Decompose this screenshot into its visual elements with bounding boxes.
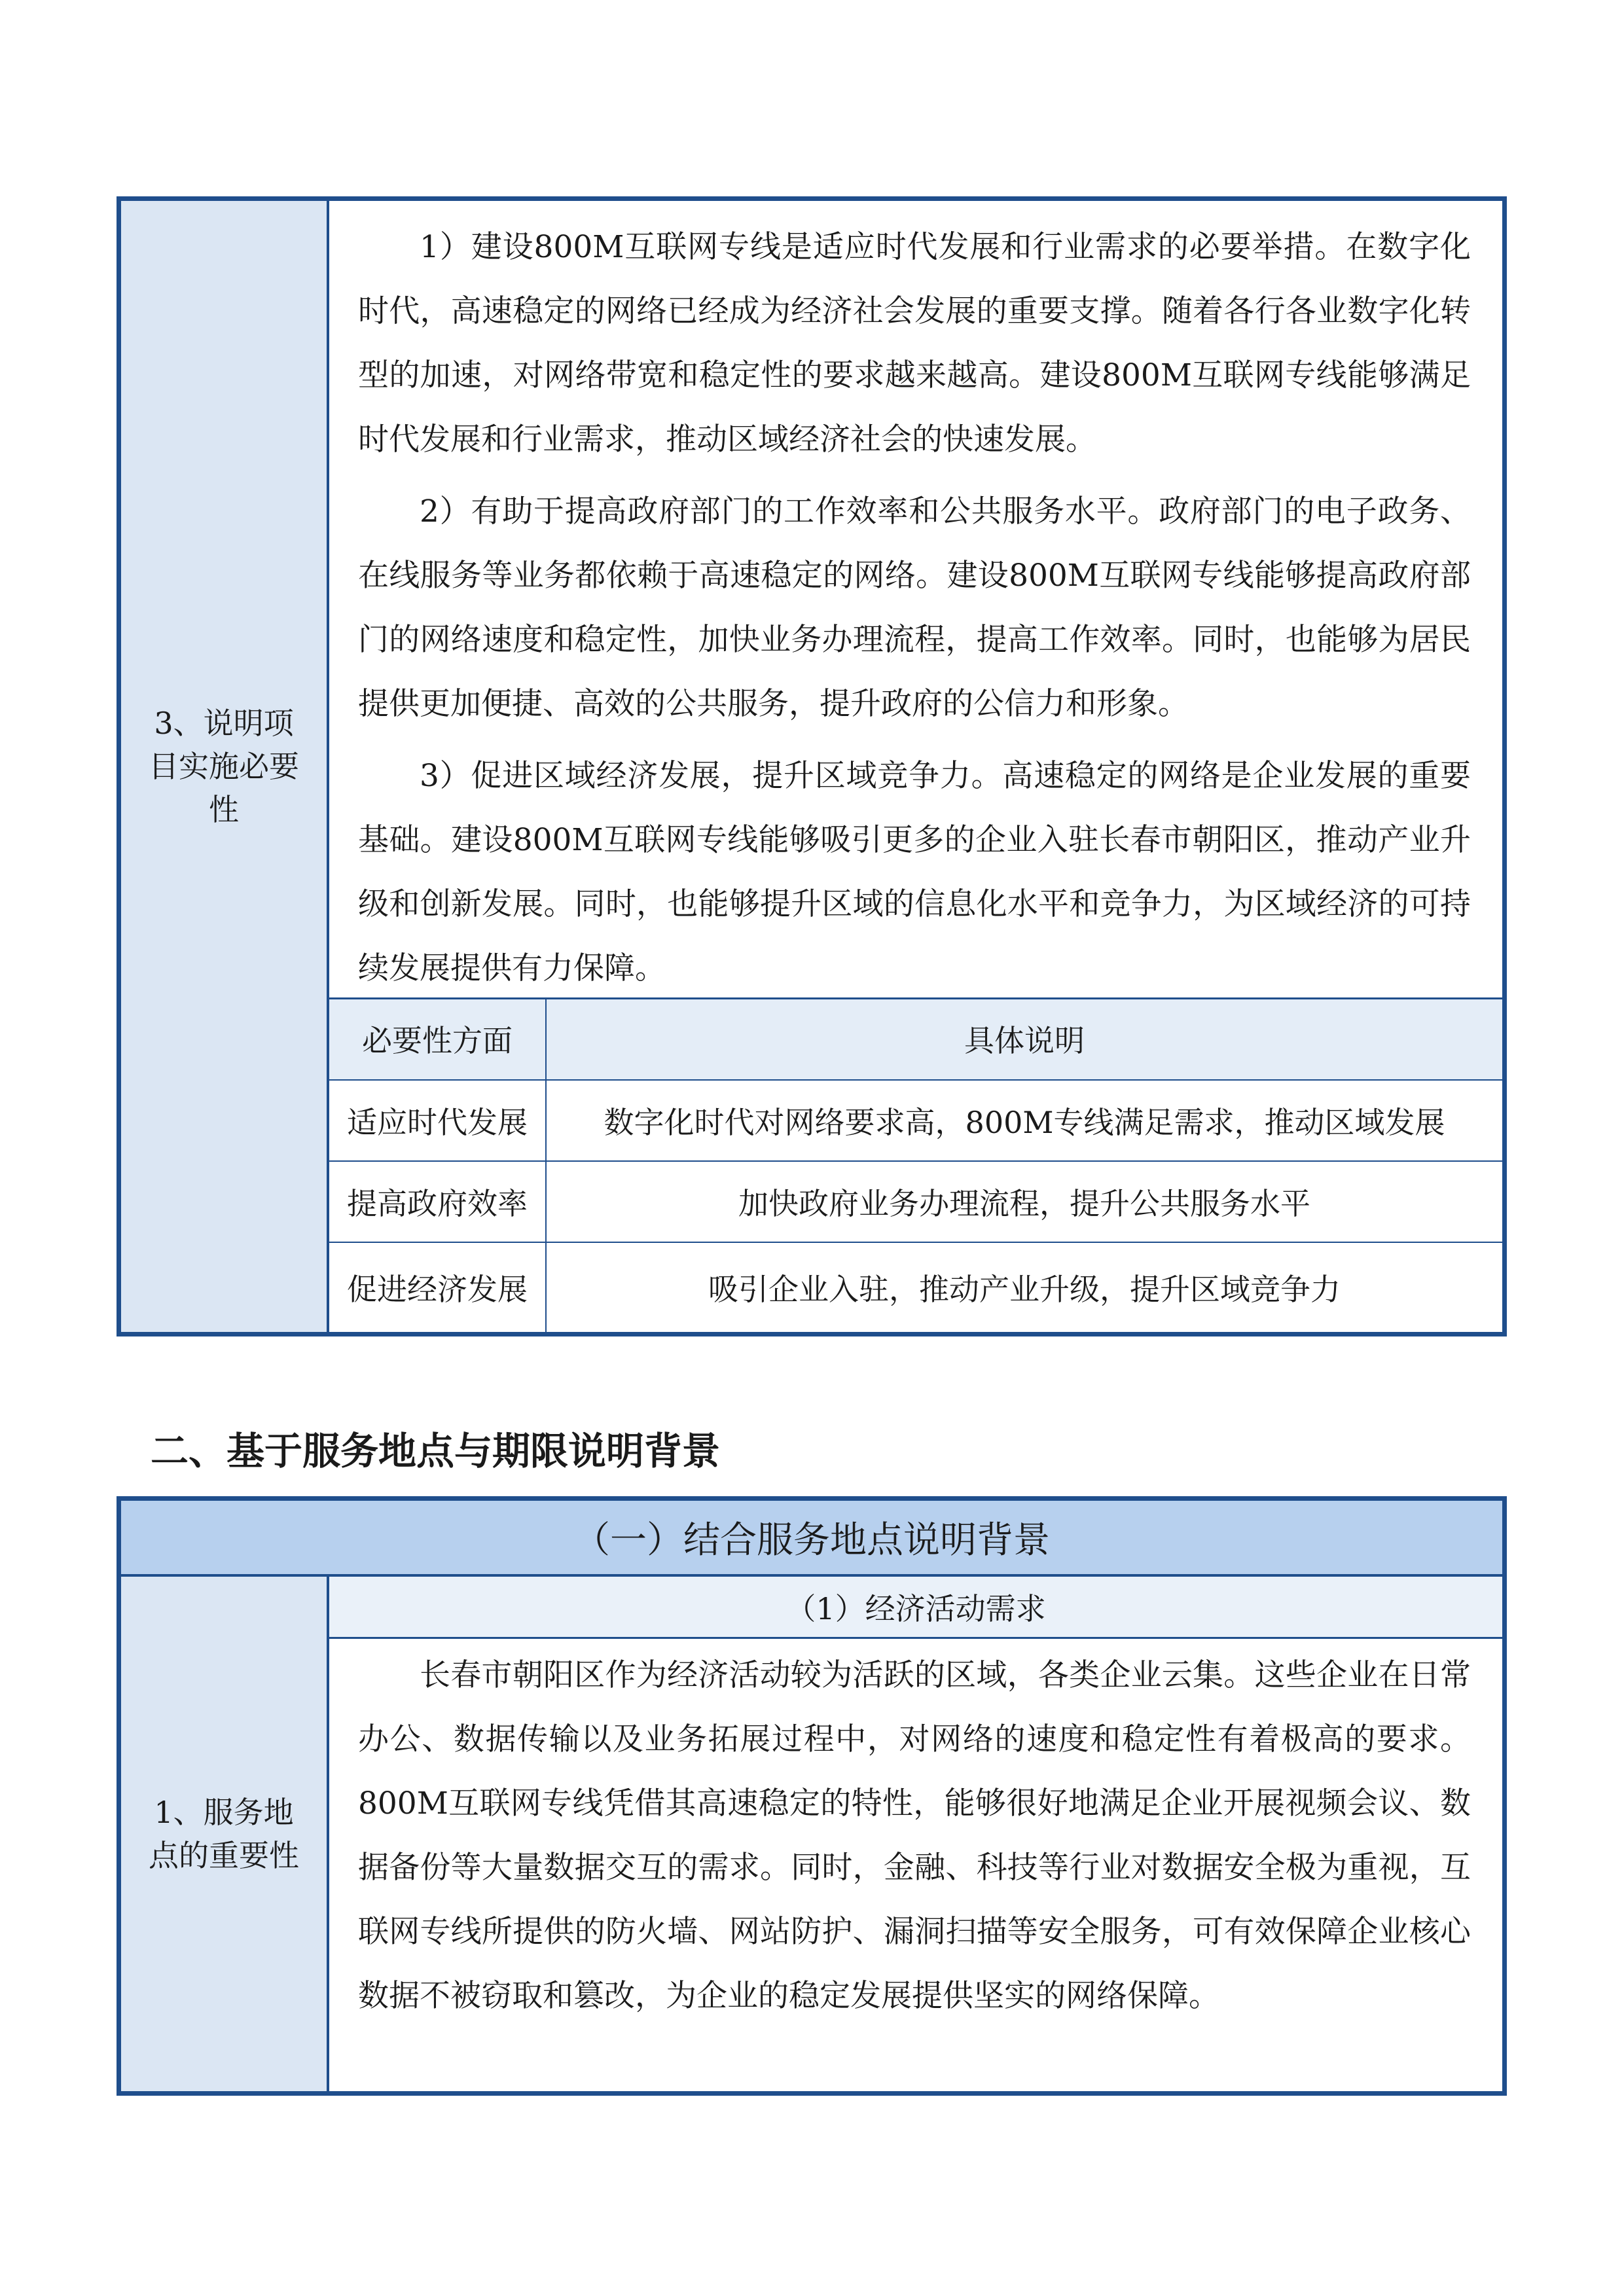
necessity-paragraph-2: 2）有助于提高政府部门的工作效率和公共服务水平。政府部门的电子政务、在线服务等业务都依赖于高速稳定的网络。建设800M互联网专线能够提高政府部门的网络速度和稳定性，加快业务办理流程，提高工作效率。同时，也能够为居民提供更加便捷、高效的公共服务，提升政府的公信力和形象。 <box>358 493 1471 722</box>
location-label-cell <box>121 1577 329 2091</box>
table-cell-aspect: 促进经济发展 <box>347 1272 528 1307</box>
necessity-box <box>117 196 1507 1336</box>
location-paragraph: 长春市朝阳区作为经济活动较为活跃的区域，各类企业云集。这些企业在日常办公、数据传输以及业务拓展过程中，对网络的速度和稳定性有着极高的要求。800M互联网专线凭借其高速稳定的特性，能够很好地满足企业开展视频会议、数据备份等大量数据交互的需求。同时，金融、科技等行业对数据安全极为重视，互联网专线所提供的防火墙、网站防护、漏洞扫描等安全服务，可有效保障企业核心数据不被窃取和篡改，为企业的稳定发展提供坚实的网络保障。 <box>358 1657 1471 2014</box>
necessity-paragraph-3: 3）促进区域经济发展，提升区域竞争力。高速稳定的网络是企业发展的重要基础。建设800M互联网专线能够吸引更多的企业入驻长春市朝阳区，推动产业升级和创新发展。同时，也能够提升区域的信息化水平和竞争力，为区域经济的可持续发展提供有力保障。 <box>358 758 1471 986</box>
table-cell-detail: 加快政府业务办理流程，提升公共服务水平 <box>738 1186 1310 1221</box>
necessity-label: 3、说明项目实施必要性 <box>149 706 299 827</box>
table-header-detail: 具体说明 <box>964 1023 1085 1058</box>
table-cell-detail: 吸引企业入驻，推动产业升级，提升区域竞争力 <box>708 1272 1341 1307</box>
section-heading: 二、基于服务地点与期限说明背景 <box>151 1429 721 1473</box>
location-label: 1、服务地点的重要性 <box>149 1795 299 1873</box>
location-band-title: （一）结合服务地点说明背景 <box>121 1501 1502 1577</box>
location-box <box>117 1496 1507 2096</box>
necessity-paragraph-1: 1）建设800M互联网专线是适应时代发展和行业需求的必要举措。在数字化时代，高速稳定的网络已经成为经济社会发展的重要支撑。随着各行各业数字化转型的加速，对网络带宽和稳定性的要求越来越高。建设800M互联网专线能够满足时代发展和行业需求，推动区域经济社会的快速发展。 <box>358 229 1471 457</box>
location-text-area <box>358 1643 1471 2089</box>
table-cell-aspect: 提高政府效率 <box>347 1186 528 1221</box>
table-cell-aspect: 适应时代发展 <box>347 1105 528 1140</box>
necessity-label-cell <box>121 201 329 1332</box>
table-cell-detail: 数字化时代对网络要求高，800M专线满足需求，推动区域发展 <box>604 1105 1445 1140</box>
table-header-aspect: 必要性方面 <box>362 1023 513 1058</box>
location-subtitle: （1）经济活动需求 <box>329 1577 1502 1639</box>
